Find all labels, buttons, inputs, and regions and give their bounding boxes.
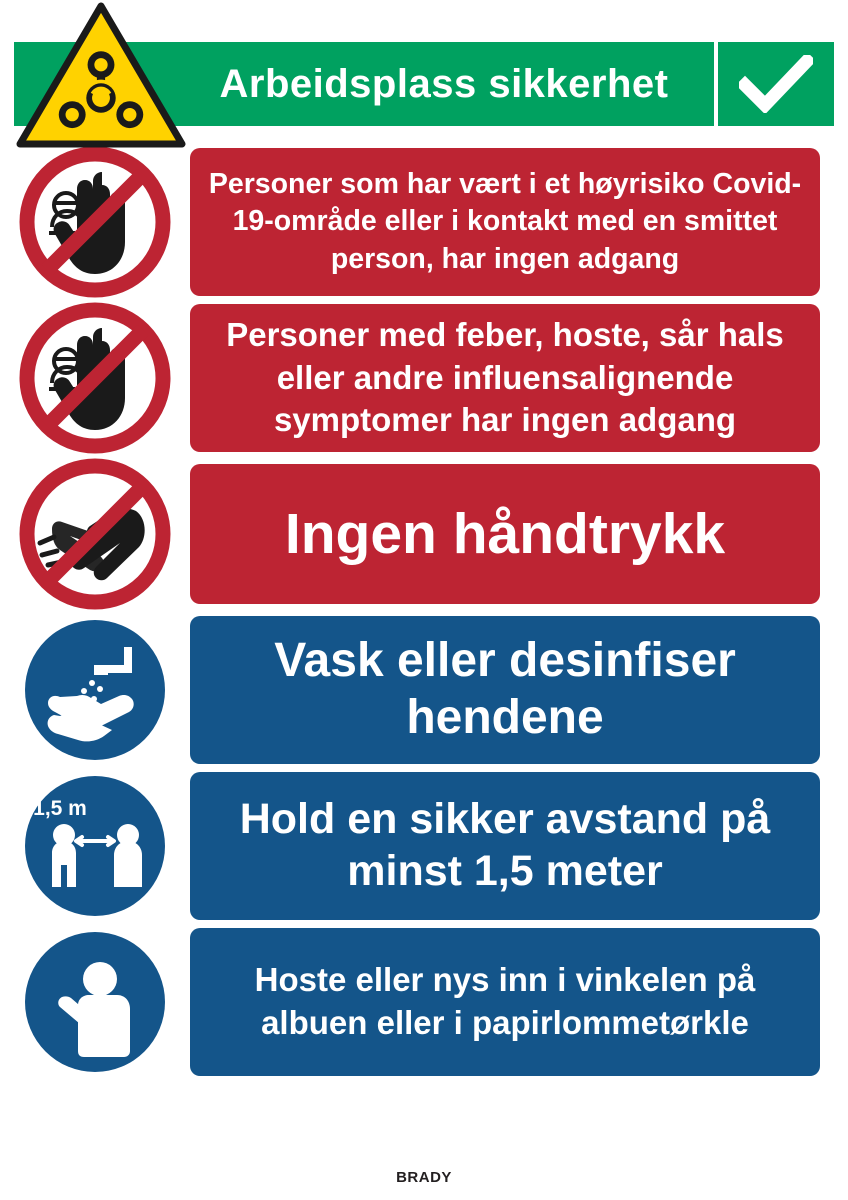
distance-label: 1,5 m xyxy=(33,797,87,820)
page-title: Arbeidsplass sikkerhet xyxy=(219,61,669,106)
no-entry-person-prohibition-icon xyxy=(0,299,190,457)
rule-row xyxy=(0,148,848,296)
no-handshake-prohibition-icon xyxy=(0,455,190,613)
rule-row xyxy=(0,460,848,608)
rule-banner: Hold en sikker avstand på minst 1,5 meter xyxy=(190,772,820,920)
rule-row xyxy=(0,304,848,452)
rule-banner: Personer med feber, hoste, sår hals eller andre influensalignende symptomer har ingen adgang xyxy=(190,304,820,452)
rules-list xyxy=(0,148,848,1084)
checkmark-icon xyxy=(714,42,834,126)
rule-banner: Hoste eller nys inn i vinkelen på albuen eller i papirlommetørkle xyxy=(190,928,820,1076)
rule-row xyxy=(0,928,848,1076)
rule-banner: Ingen håndtrykk xyxy=(190,464,820,604)
cough-into-elbow-mandatory-icon xyxy=(0,923,190,1081)
rule-banner: Personer som har vært i et høyrisiko Covid-19-område eller i kontakt med en smittet person, har ingen adgang xyxy=(190,148,820,296)
no-entry-person-prohibition-icon xyxy=(0,143,190,301)
wash-hands-mandatory-icon xyxy=(0,611,190,769)
social-distance-mandatory-icon xyxy=(0,767,190,925)
brand-logo: BRADY xyxy=(396,1169,452,1186)
rule-row xyxy=(0,772,848,920)
rule-banner: Vask eller desinfiser hendene xyxy=(190,616,820,764)
rule-row xyxy=(0,616,848,764)
biohazard-warning-triangle-icon xyxy=(16,2,186,148)
